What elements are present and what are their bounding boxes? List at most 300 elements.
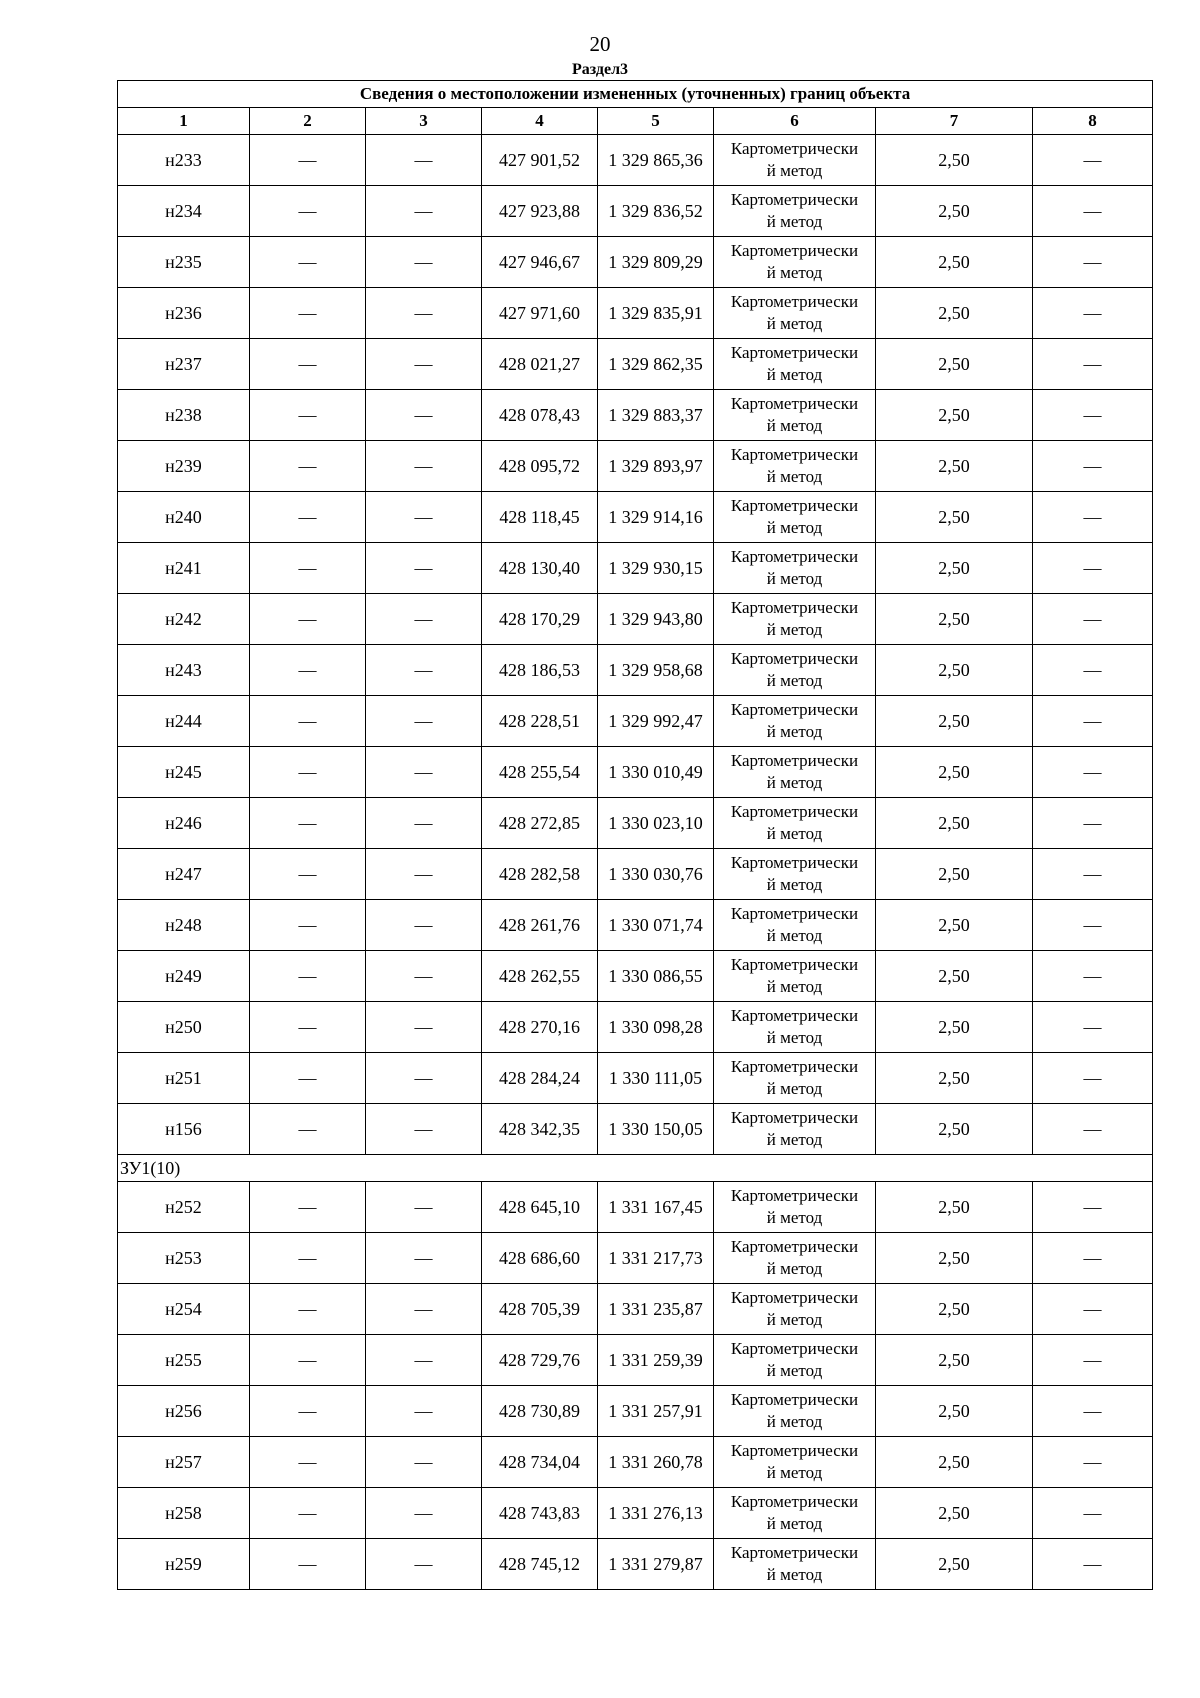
x-coordinate-cell: 428 730,89: [482, 1386, 598, 1437]
x-coordinate-cell: 428 686,60: [482, 1233, 598, 1284]
empty-cell: —: [250, 288, 366, 339]
method-cell: [714, 237, 876, 288]
page-number: 20: [589, 32, 611, 56]
empty-cell: —: [1033, 594, 1153, 645]
point-cell: н248: [118, 900, 250, 951]
method-line: й метод: [766, 977, 823, 996]
method-cell: [714, 900, 876, 951]
x-coordinate-cell: 428 261,76: [482, 900, 598, 951]
y-coordinate-cell: 1 329 893,97: [598, 441, 714, 492]
empty-cell: —: [366, 441, 482, 492]
point-cell: н242: [118, 594, 250, 645]
accuracy-cell: 2,50: [876, 849, 1033, 900]
method-line: Картометрически: [730, 1543, 859, 1562]
empty-cell: —: [366, 186, 482, 237]
empty-cell: —: [1033, 237, 1153, 288]
accuracy-cell: 2,50: [876, 1488, 1033, 1539]
empty-cell: —: [366, 1182, 482, 1233]
empty-cell: —: [250, 390, 366, 441]
point-cell: н236: [118, 288, 250, 339]
empty-cell: —: [250, 1488, 366, 1539]
x-coordinate-cell: 428 255,54: [482, 747, 598, 798]
empty-cell: —: [366, 1539, 482, 1590]
empty-cell: —: [250, 798, 366, 849]
accuracy-cell: 2,50: [876, 1182, 1033, 1233]
section-title: Раздел3: [571, 61, 629, 78]
x-coordinate-cell: 428 078,43: [482, 390, 598, 441]
method-cell: [714, 798, 876, 849]
point-cell: н247: [118, 849, 250, 900]
accuracy-cell: 2,50: [876, 1386, 1033, 1437]
table-row: [118, 900, 1153, 951]
empty-cell: —: [366, 1053, 482, 1104]
empty-cell: —: [250, 1386, 366, 1437]
empty-cell: —: [366, 849, 482, 900]
accuracy-cell: 2,50: [876, 951, 1033, 1002]
method-line: й метод: [766, 1361, 823, 1380]
y-coordinate-cell: 1 330 111,05: [598, 1053, 714, 1104]
method-cell: [714, 1284, 876, 1335]
y-coordinate-cell: 1 329 943,80: [598, 594, 714, 645]
method-cell: [714, 543, 876, 594]
method-line: Картометрически: [730, 649, 859, 668]
method-line: й метод: [766, 875, 823, 894]
empty-cell: —: [366, 1488, 482, 1539]
empty-cell: —: [1033, 951, 1153, 1002]
method-line: й метод: [766, 1463, 823, 1482]
y-coordinate-cell: 1 330 098,28: [598, 1002, 714, 1053]
empty-cell: —: [250, 594, 366, 645]
accuracy-cell: 2,50: [876, 288, 1033, 339]
empty-cell: —: [366, 1002, 482, 1053]
empty-cell: —: [250, 339, 366, 390]
table-row: [118, 1488, 1153, 1539]
table-row: [118, 645, 1153, 696]
accuracy-cell: 2,50: [876, 1002, 1033, 1053]
empty-cell: —: [250, 951, 366, 1002]
column-number-row: [118, 108, 1153, 135]
table-row: [118, 1335, 1153, 1386]
y-coordinate-cell: 1 329 862,35: [598, 339, 714, 390]
method-line: Картометрически: [730, 700, 859, 719]
empty-cell: —: [250, 135, 366, 186]
point-cell: н237: [118, 339, 250, 390]
table-row: [118, 1539, 1153, 1590]
x-coordinate-cell: 428 284,24: [482, 1053, 598, 1104]
accuracy-cell: 2,50: [876, 237, 1033, 288]
accuracy-cell: 2,50: [876, 339, 1033, 390]
method-line: Картометрически: [730, 343, 859, 362]
empty-cell: —: [1033, 441, 1153, 492]
point-cell: н246: [118, 798, 250, 849]
method-cell: [714, 1104, 876, 1155]
empty-cell: —: [366, 747, 482, 798]
method-cell: [714, 1437, 876, 1488]
y-coordinate-cell: 1 329 992,47: [598, 696, 714, 747]
accuracy-cell: 2,50: [876, 441, 1033, 492]
method-line: Картометрически: [730, 802, 859, 821]
method-cell: [714, 390, 876, 441]
method-line: Картометрически: [730, 1237, 859, 1256]
point-cell: н252: [118, 1182, 250, 1233]
empty-cell: —: [1033, 1053, 1153, 1104]
table-row: [118, 1233, 1153, 1284]
point-cell: н234: [118, 186, 250, 237]
empty-cell: —: [366, 1386, 482, 1437]
empty-cell: —: [250, 186, 366, 237]
table-row: [118, 441, 1153, 492]
y-coordinate-cell: 1 329 958,68: [598, 645, 714, 696]
y-coordinate-cell: 1 331 167,45: [598, 1182, 714, 1233]
group-label-row: [118, 1155, 1153, 1182]
table-row: [118, 339, 1153, 390]
accuracy-cell: 2,50: [876, 492, 1033, 543]
table-row: [118, 1053, 1153, 1104]
method-line: й метод: [766, 1259, 823, 1278]
method-line: й метод: [766, 263, 823, 282]
empty-cell: —: [366, 492, 482, 543]
x-coordinate-cell: 428 270,16: [482, 1002, 598, 1053]
point-cell: н250: [118, 1002, 250, 1053]
y-coordinate-cell: 1 331 257,91: [598, 1386, 714, 1437]
y-coordinate-cell: 1 331 217,73: [598, 1233, 714, 1284]
empty-cell: —: [1033, 1488, 1153, 1539]
accuracy-cell: 2,50: [876, 798, 1033, 849]
empty-cell: —: [1033, 1539, 1153, 1590]
x-coordinate-cell: 427 901,52: [482, 135, 598, 186]
method-cell: [714, 1386, 876, 1437]
method-cell: [714, 339, 876, 390]
method-line: й метод: [766, 1208, 823, 1227]
method-line: й метод: [766, 416, 823, 435]
empty-cell: —: [366, 288, 482, 339]
empty-cell: —: [1033, 1284, 1153, 1335]
point-cell: н255: [118, 1335, 250, 1386]
empty-cell: —: [250, 1284, 366, 1335]
x-coordinate-cell: 427 971,60: [482, 288, 598, 339]
y-coordinate-cell: 1 331 276,13: [598, 1488, 714, 1539]
accuracy-cell: 2,50: [876, 1284, 1033, 1335]
method-line: й метод: [766, 467, 823, 486]
x-coordinate-cell: 428 729,76: [482, 1335, 598, 1386]
empty-cell: —: [366, 594, 482, 645]
empty-cell: —: [1033, 492, 1153, 543]
accuracy-cell: 2,50: [876, 696, 1033, 747]
method-cell: [714, 849, 876, 900]
point-cell: н235: [118, 237, 250, 288]
method-line: й метод: [766, 212, 823, 231]
method-line: Картометрически: [730, 1006, 859, 1025]
method-line: й метод: [766, 161, 823, 180]
x-coordinate-cell: 427 923,88: [482, 186, 598, 237]
empty-cell: —: [250, 441, 366, 492]
method-line: й метод: [766, 671, 823, 690]
method-line: Картометрически: [730, 1390, 859, 1409]
table-row: [118, 237, 1153, 288]
method-line: й метод: [766, 773, 823, 792]
x-coordinate-cell: 428 734,04: [482, 1437, 598, 1488]
x-coordinate-cell: 428 282,58: [482, 849, 598, 900]
empty-cell: —: [366, 696, 482, 747]
empty-cell: —: [250, 1437, 366, 1488]
method-line: Картометрически: [730, 1186, 859, 1205]
x-coordinate-cell: 428 186,53: [482, 645, 598, 696]
empty-cell: —: [1033, 1182, 1153, 1233]
accuracy-cell: 2,50: [876, 747, 1033, 798]
column-number: 2: [250, 108, 366, 135]
y-coordinate-cell: 1 330 086,55: [598, 951, 714, 1002]
y-coordinate-cell: 1 330 030,76: [598, 849, 714, 900]
method-line: Картометрически: [730, 190, 859, 209]
table-row: [118, 1386, 1153, 1437]
empty-cell: —: [1033, 1104, 1153, 1155]
table-row: [118, 543, 1153, 594]
column-number: 3: [366, 108, 482, 135]
method-cell: [714, 747, 876, 798]
empty-cell: —: [1033, 1386, 1153, 1437]
accuracy-cell: 2,50: [876, 186, 1033, 237]
method-line: Картометрически: [730, 1339, 859, 1358]
empty-cell: —: [250, 1053, 366, 1104]
x-coordinate-cell: 428 743,83: [482, 1488, 598, 1539]
method-line: Картометрически: [730, 904, 859, 923]
table-row: [118, 186, 1153, 237]
x-coordinate-cell: 428 118,45: [482, 492, 598, 543]
x-coordinate-cell: 427 946,67: [482, 237, 598, 288]
method-line: й метод: [766, 620, 823, 639]
point-cell: н257: [118, 1437, 250, 1488]
column-number: 8: [1033, 108, 1153, 135]
method-cell: [714, 645, 876, 696]
group-label: ЗУ1(10): [118, 1155, 1153, 1182]
empty-cell: —: [250, 1002, 366, 1053]
point-cell: н254: [118, 1284, 250, 1335]
point-cell: н258: [118, 1488, 250, 1539]
column-number: 1: [118, 108, 250, 135]
empty-cell: —: [1033, 1002, 1153, 1053]
empty-cell: —: [250, 1104, 366, 1155]
empty-cell: —: [250, 900, 366, 951]
x-coordinate-cell: 428 228,51: [482, 696, 598, 747]
method-line: й метод: [766, 1028, 823, 1047]
empty-cell: —: [1033, 390, 1153, 441]
accuracy-cell: 2,50: [876, 543, 1033, 594]
table-row: [118, 390, 1153, 441]
accuracy-cell: 2,50: [876, 1539, 1033, 1590]
method-cell: [714, 696, 876, 747]
method-line: Картометрически: [730, 1288, 859, 1307]
x-coordinate-cell: 428 342,35: [482, 1104, 598, 1155]
empty-cell: —: [1033, 339, 1153, 390]
method-line: й метод: [766, 824, 823, 843]
accuracy-cell: 2,50: [876, 1104, 1033, 1155]
point-cell: н253: [118, 1233, 250, 1284]
empty-cell: —: [250, 237, 366, 288]
method-line: Картометрически: [730, 598, 859, 617]
point-cell: н251: [118, 1053, 250, 1104]
accuracy-cell: 2,50: [876, 1233, 1033, 1284]
method-line: Картометрически: [730, 955, 859, 974]
empty-cell: —: [366, 1104, 482, 1155]
method-cell: [714, 441, 876, 492]
column-number: 7: [876, 108, 1033, 135]
accuracy-cell: 2,50: [876, 1437, 1033, 1488]
y-coordinate-cell: 1 331 279,87: [598, 1539, 714, 1590]
y-coordinate-cell: 1 331 235,87: [598, 1284, 714, 1335]
empty-cell: —: [1033, 798, 1153, 849]
method-cell: [714, 1488, 876, 1539]
method-line: Картометрически: [730, 241, 859, 260]
empty-cell: —: [366, 390, 482, 441]
accuracy-cell: 2,50: [876, 135, 1033, 186]
empty-cell: —: [1033, 186, 1153, 237]
table-row: [118, 1002, 1153, 1053]
method-line: Картометрически: [730, 394, 859, 413]
y-coordinate-cell: 1 329 930,15: [598, 543, 714, 594]
empty-cell: —: [250, 849, 366, 900]
method-cell: [714, 1539, 876, 1590]
table-row: [118, 492, 1153, 543]
y-coordinate-cell: 1 329 883,37: [598, 390, 714, 441]
point-cell: н259: [118, 1539, 250, 1590]
empty-cell: —: [1033, 1437, 1153, 1488]
y-coordinate-cell: 1 331 259,39: [598, 1335, 714, 1386]
table-row: [118, 1284, 1153, 1335]
table-row: [118, 849, 1153, 900]
empty-cell: —: [366, 900, 482, 951]
y-coordinate-cell: 1 330 023,10: [598, 798, 714, 849]
method-line: й метод: [766, 1079, 823, 1098]
empty-cell: —: [1033, 1335, 1153, 1386]
empty-cell: —: [1033, 645, 1153, 696]
y-coordinate-cell: 1 329 914,16: [598, 492, 714, 543]
method-cell: [714, 186, 876, 237]
table-row: [118, 747, 1153, 798]
empty-cell: —: [366, 135, 482, 186]
x-coordinate-cell: 428 170,29: [482, 594, 598, 645]
x-coordinate-cell: 428 130,40: [482, 543, 598, 594]
method-cell: [714, 1233, 876, 1284]
method-line: й метод: [766, 1565, 823, 1584]
accuracy-cell: 2,50: [876, 1053, 1033, 1104]
x-coordinate-cell: 428 272,85: [482, 798, 598, 849]
empty-cell: —: [366, 237, 482, 288]
table-row: [118, 951, 1153, 1002]
point-cell: н245: [118, 747, 250, 798]
empty-cell: —: [250, 696, 366, 747]
accuracy-cell: 2,50: [876, 1335, 1033, 1386]
method-cell: [714, 594, 876, 645]
table-row: [118, 594, 1153, 645]
method-line: Картометрически: [730, 1441, 859, 1460]
x-coordinate-cell: 428 745,12: [482, 1539, 598, 1590]
point-cell: н244: [118, 696, 250, 747]
method-cell: [714, 1335, 876, 1386]
empty-cell: —: [366, 798, 482, 849]
empty-cell: —: [1033, 1233, 1153, 1284]
x-coordinate-cell: 428 262,55: [482, 951, 598, 1002]
method-line: й метод: [766, 1310, 823, 1329]
table-row: [118, 696, 1153, 747]
empty-cell: —: [366, 1233, 482, 1284]
empty-cell: —: [366, 1437, 482, 1488]
method-line: й метод: [766, 314, 823, 333]
method-line: й метод: [766, 569, 823, 588]
method-line: Картометрически: [730, 496, 859, 515]
method-line: й метод: [766, 1412, 823, 1431]
y-coordinate-cell: 1 329 865,36: [598, 135, 714, 186]
y-coordinate-cell: 1 329 809,29: [598, 237, 714, 288]
method-line: Картометрически: [730, 1108, 859, 1127]
empty-cell: —: [366, 645, 482, 696]
column-number: 5: [598, 108, 714, 135]
x-coordinate-cell: 428 645,10: [482, 1182, 598, 1233]
method-cell: [714, 1002, 876, 1053]
y-coordinate-cell: 1 331 260,78: [598, 1437, 714, 1488]
point-cell: н233: [118, 135, 250, 186]
method-cell: [714, 135, 876, 186]
table-row: [118, 135, 1153, 186]
x-coordinate-cell: 428 095,72: [482, 441, 598, 492]
empty-cell: —: [250, 1233, 366, 1284]
method-cell: [714, 951, 876, 1002]
empty-cell: —: [366, 339, 482, 390]
empty-cell: —: [250, 747, 366, 798]
method-line: й метод: [766, 1130, 823, 1149]
point-cell: н240: [118, 492, 250, 543]
empty-cell: —: [366, 543, 482, 594]
method-line: Картометрически: [730, 139, 859, 158]
empty-cell: —: [1033, 849, 1153, 900]
method-line: Картометрически: [730, 751, 859, 770]
empty-cell: —: [250, 543, 366, 594]
method-line: й метод: [766, 722, 823, 741]
point-cell: н256: [118, 1386, 250, 1437]
empty-cell: —: [1033, 747, 1153, 798]
accuracy-cell: 2,50: [876, 645, 1033, 696]
table-row: [118, 1182, 1153, 1233]
method-line: й метод: [766, 926, 823, 945]
method-line: Картометрически: [730, 445, 859, 464]
method-line: Картометрически: [730, 1492, 859, 1511]
method-cell: [714, 492, 876, 543]
column-number: 4: [482, 108, 598, 135]
column-number: 6: [714, 108, 876, 135]
x-coordinate-cell: 428 705,39: [482, 1284, 598, 1335]
table-caption-row: [118, 81, 1153, 108]
accuracy-cell: 2,50: [876, 390, 1033, 441]
empty-cell: —: [366, 1284, 482, 1335]
empty-cell: —: [250, 1182, 366, 1233]
method-cell: [714, 288, 876, 339]
method-line: Картометрически: [730, 853, 859, 872]
method-line: й метод: [766, 518, 823, 537]
accuracy-cell: 2,50: [876, 594, 1033, 645]
method-line: й метод: [766, 365, 823, 384]
point-cell: н241: [118, 543, 250, 594]
method-line: й метод: [766, 1514, 823, 1533]
empty-cell: —: [1033, 543, 1153, 594]
point-cell: н238: [118, 390, 250, 441]
y-coordinate-cell: 1 330 071,74: [598, 900, 714, 951]
empty-cell: —: [250, 1539, 366, 1590]
method-cell: [714, 1053, 876, 1104]
y-coordinate-cell: 1 329 836,52: [598, 186, 714, 237]
y-coordinate-cell: 1 329 835,91: [598, 288, 714, 339]
accuracy-cell: 2,50: [876, 900, 1033, 951]
x-coordinate-cell: 428 021,27: [482, 339, 598, 390]
method-line: Картометрически: [730, 1057, 859, 1076]
